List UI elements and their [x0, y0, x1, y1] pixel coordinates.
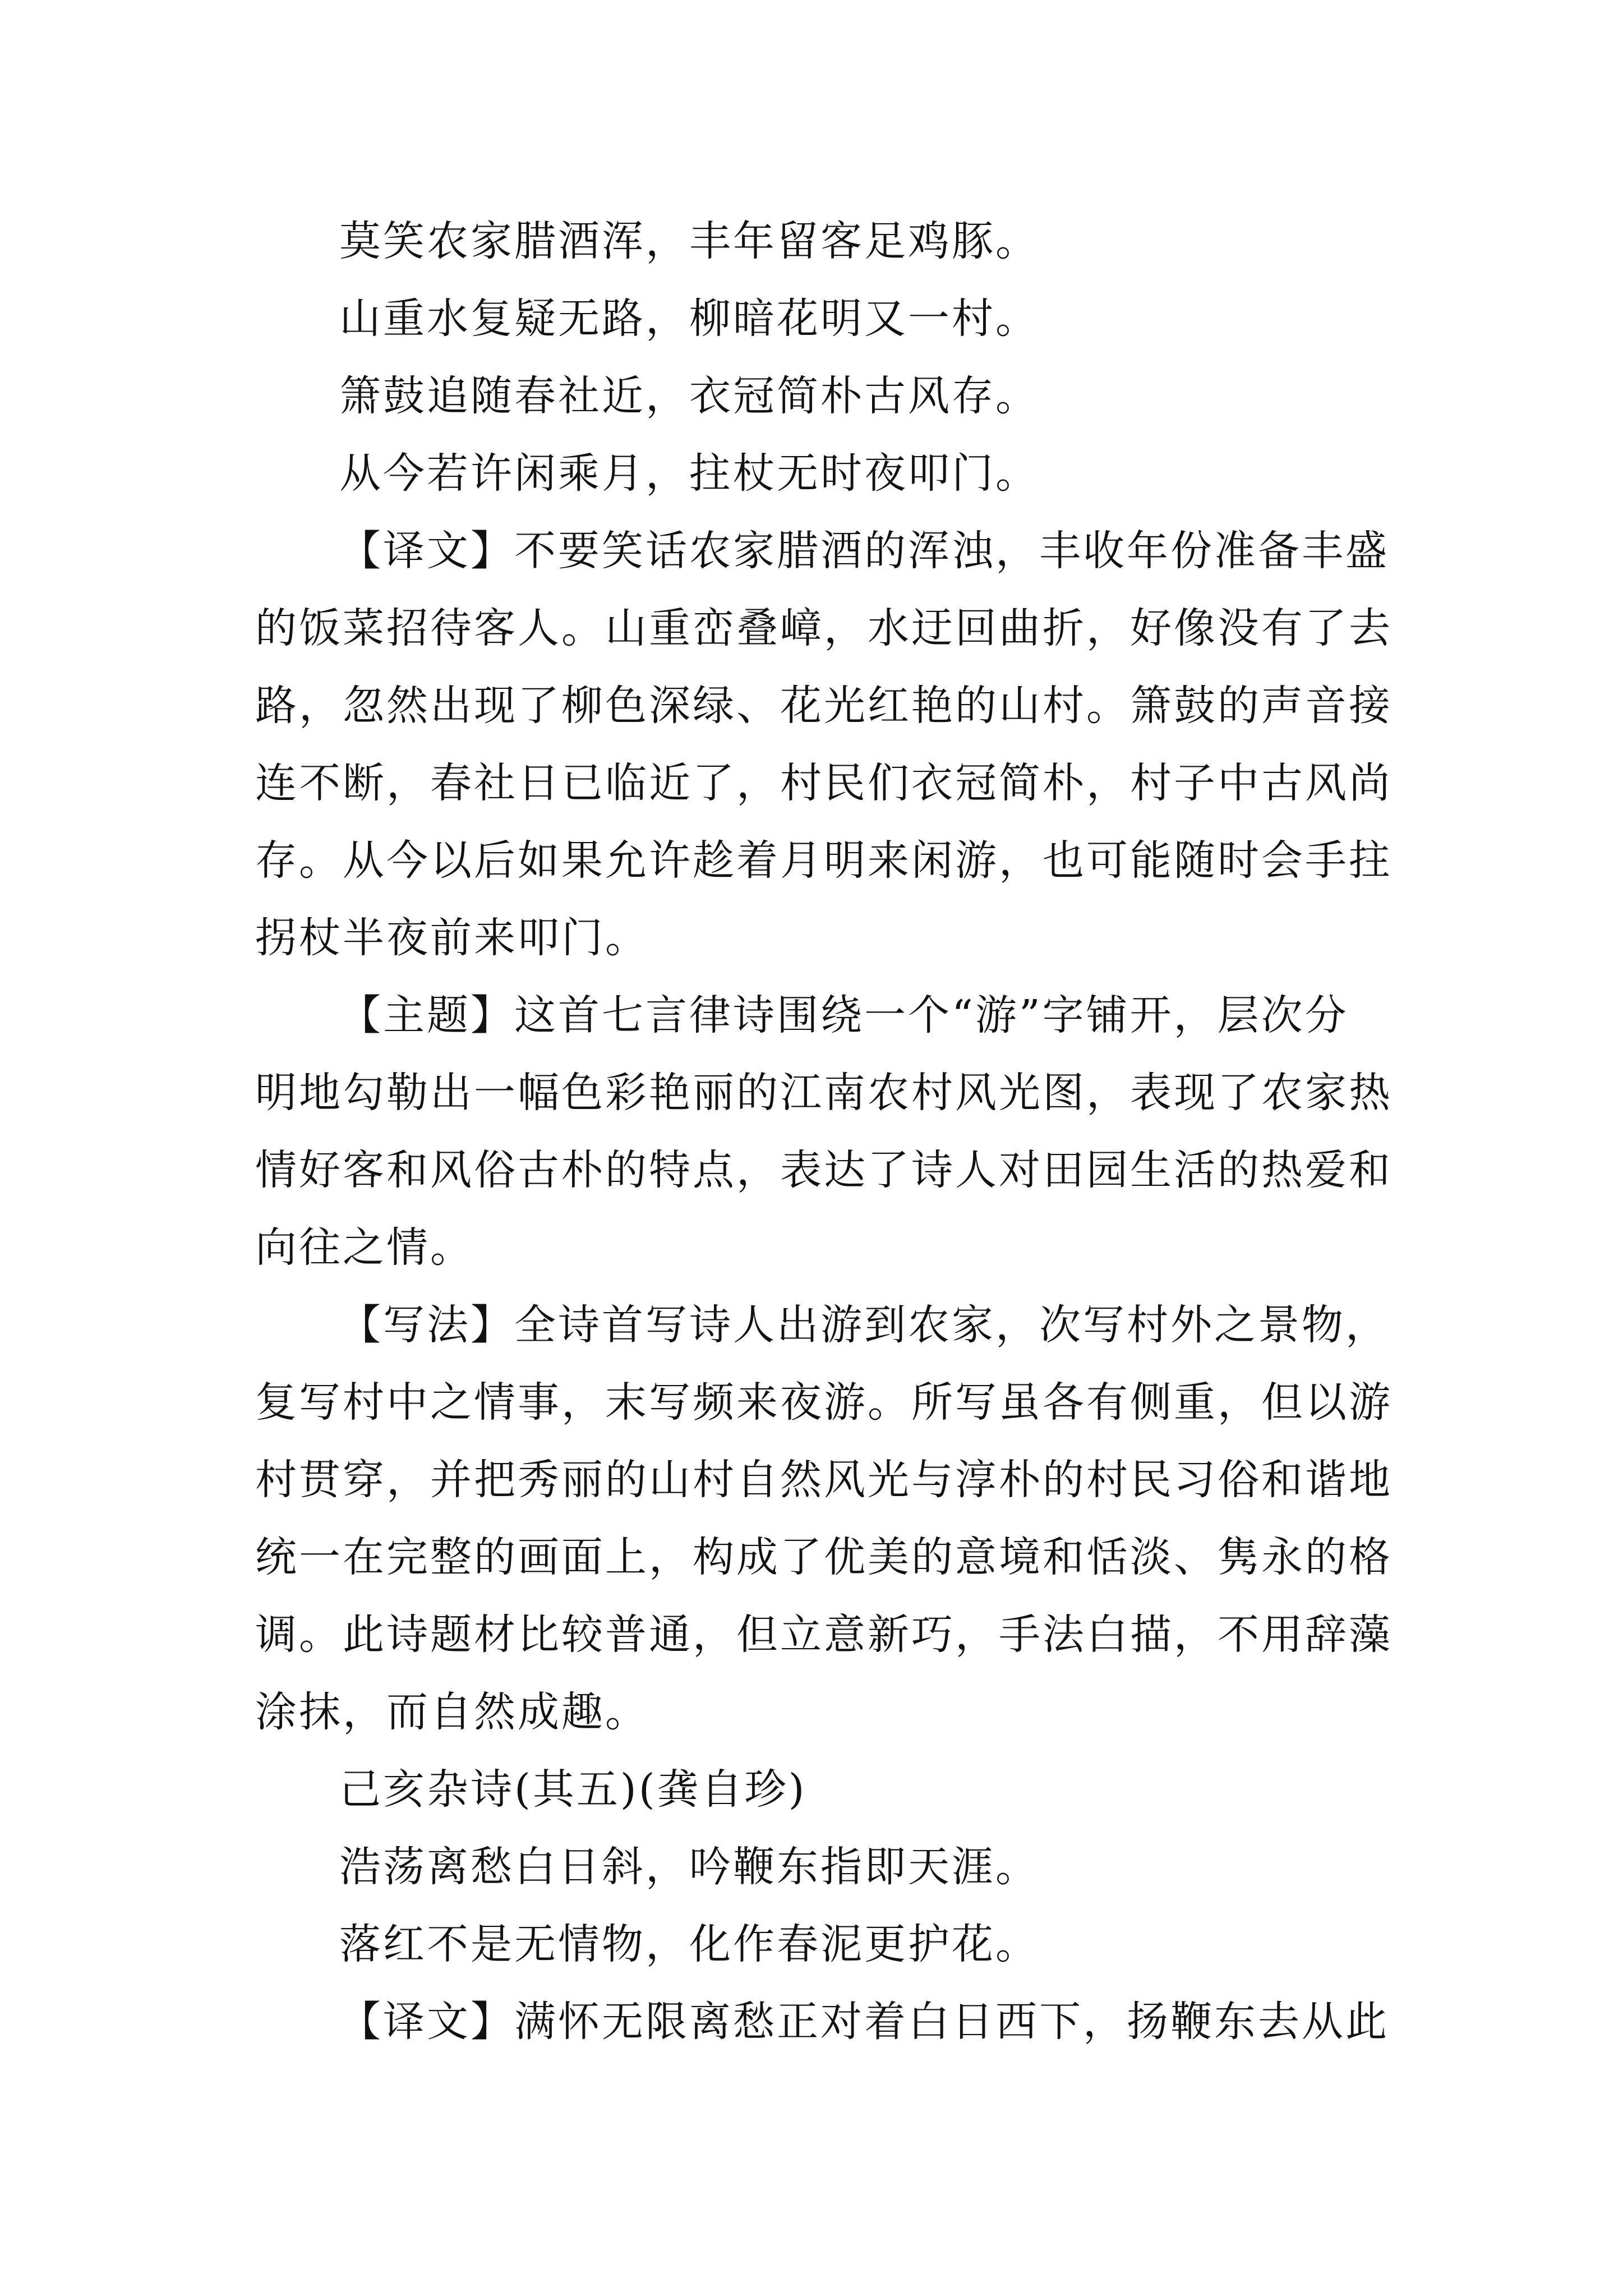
poem-line: 从今若许闲乘月，拄杖无时夜叩门。: [339, 449, 1039, 498]
theme-line: 情好客和风俗古朴的特点，表达了诗人对田园生活的热爱和: [255, 1146, 1393, 1194]
technique-line: 统一在完整的画面上，构成了优美的意境和恬淡、隽永的格: [255, 1533, 1393, 1581]
translation-line: 连不断，春社日已临近了，村民们衣冠简朴，村子中古风尚: [255, 759, 1393, 807]
theme-line: 【主题】这首七言律诗围绕一个“游”字铺开，层次分: [339, 991, 1349, 1039]
theme-line: 明地勾勒出一幅色彩艳丽的江南农村风光图，表现了农家热: [255, 1069, 1393, 1117]
translation-line: 的饭菜招待客人。山重峦叠嶂，水迂回曲折，好像没有了去: [255, 604, 1393, 652]
technique-line: 调。此诗题材比较普通，但立意新巧，手法白描，不用辞藻: [255, 1611, 1393, 1659]
translation-line: 路，忽然出现了柳色深绿、花光红艳的山村。箫鼓的声音接: [255, 682, 1393, 730]
translation-line: 【译文】满怀无限离愁正对着白日西下，扬鞭东去从此: [339, 1998, 1389, 2046]
technique-line: 村贯穿，并把秀丽的山村自然风光与淳朴的村民习俗和谐地: [255, 1456, 1393, 1504]
technique-line: 复写村中之情事，末写频来夜游。所写虽各有侧重，但以游: [255, 1378, 1393, 1427]
translation-line: 【译文】不要笑话农家腊酒的浑浊，丰收年份准备丰盛: [339, 527, 1389, 575]
poem-line: 莫笑农家腊酒浑，丰年留客足鸡豚。: [339, 217, 1039, 265]
poem-line: 落红不是无情物，化作春泥更护花。: [339, 1920, 1039, 1968]
theme-line: 向往之情。: [255, 1223, 474, 1272]
poem-line: 浩荡离愁白日斜，吟鞭东指即天涯。: [339, 1843, 1039, 1891]
technique-line: 涂抹，而自然成趣。: [255, 1688, 649, 1736]
translation-line: 存。从今以后如果允许趁着月明来闲游，也可能随时会手拄: [255, 836, 1393, 885]
technique-line: 【写法】全诗首写诗人出游到农家，次写村外之景物，: [339, 1301, 1389, 1349]
poem-line: 山重水复疑无路，柳暗花明又一村。: [339, 295, 1039, 343]
poem-title: 己亥杂诗(其五)(龚自珍): [339, 1765, 807, 1814]
translation-line: 拐杖半夜前来叩门。: [255, 914, 649, 962]
poem-line: 箫鼓追随春社近，衣冠简朴古风存。: [339, 372, 1039, 420]
